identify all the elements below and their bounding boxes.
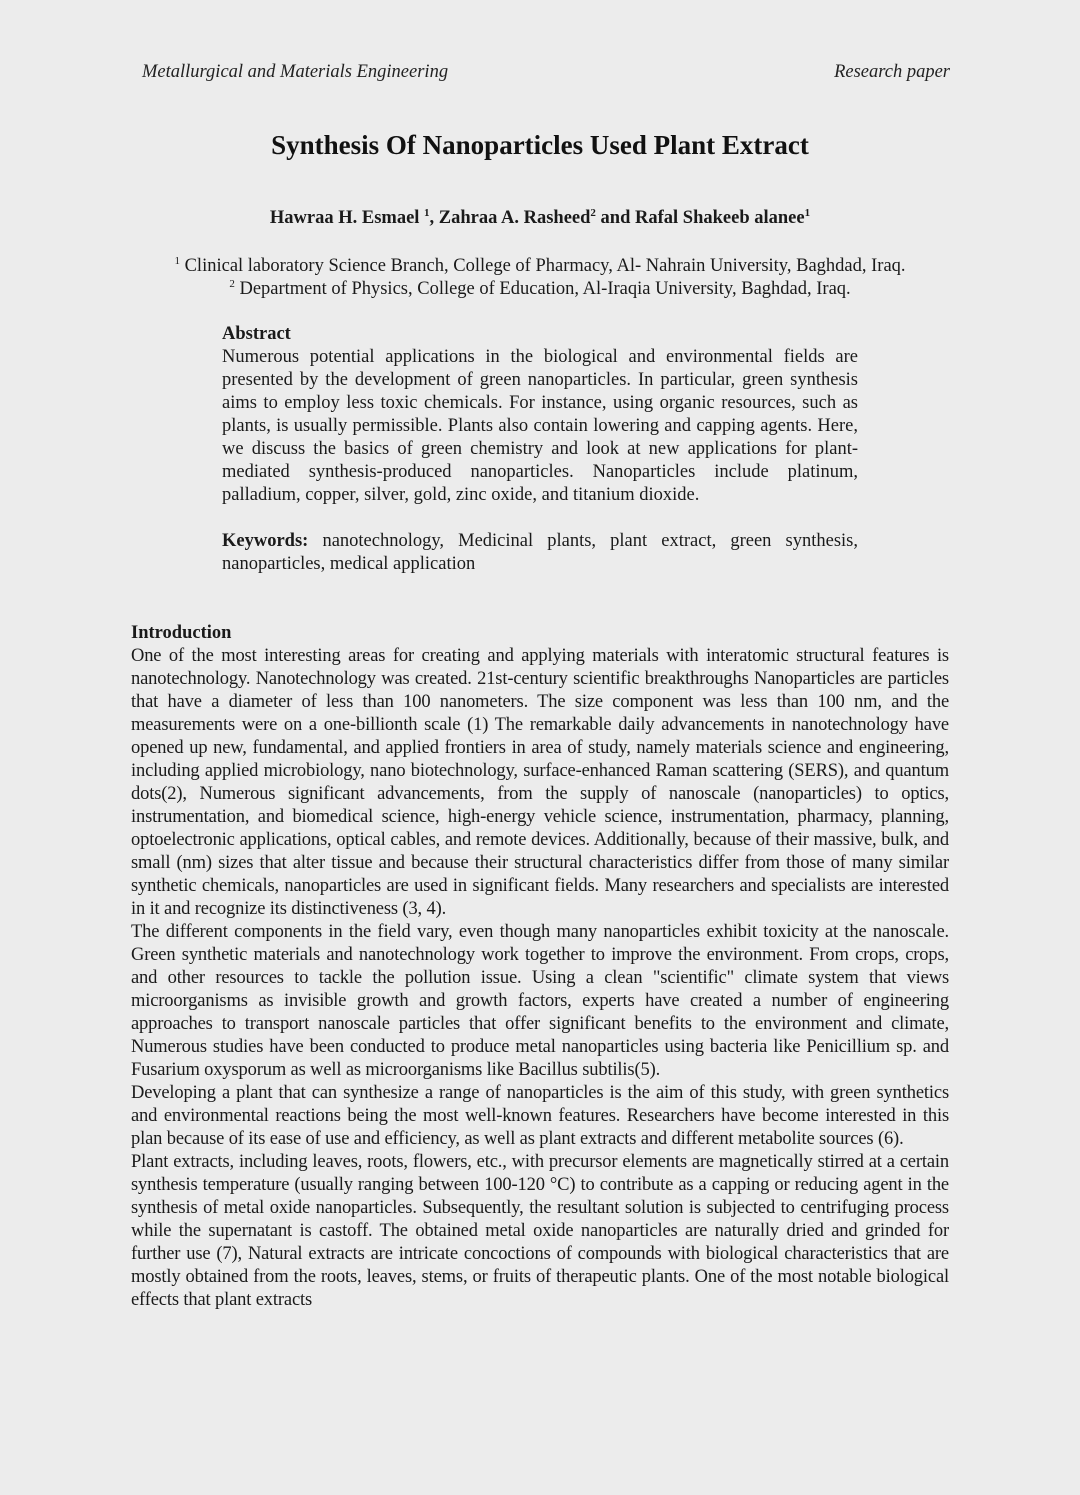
affiliation-marker: 1 — [804, 206, 811, 219]
body-paragraph: The different components in the field vary, even though many nanoparticles exhibit toxicity at the nanoscale. Green synthetic materials and nanotechnology work together to improve the environment. From crops, crops, and other resources to tackle the pollution issue. Using a clean "scientific" climate system that views microorganisms as invisible growth and growth factors, experts have created a number of engineering approaches to transport nanoscale particles that offer significant benefits to the environment and climate, Numerous studies have been conducted to produce metal nanoparticles using bacteria like Penicillium sp. and Fusarium oxysporum as well as microorganisms like Bacillus subtilis(5). — [131, 922, 949, 1080]
author-separator: , — [429, 208, 439, 228]
journal-name: Metallurgical and Materials Engineering — [142, 62, 449, 82]
affiliations — [0, 255, 1080, 301]
author-list — [0, 208, 1080, 229]
body-paragraph: Developing a plant that can synthesize a range of nanoparticles is the aim of this study, with green synthetics and environmental reactions being the most well-known features. Researchers have become interested in this plan because of its ease of use and efficiency, as well as plant extracts and different metabolite sources (6). — [131, 1083, 949, 1149]
author-name: Rafal Shakeeb alanee — [635, 208, 805, 228]
affiliation-text: Clinical laboratory Science Branch, College of Pharmacy, Al- Nahrain University, Baghdad, Iraq. — [179, 256, 906, 276]
paper-type: Research paper — [834, 62, 950, 82]
author-name: Zahraa A. Rasheed — [438, 208, 591, 228]
author-separator: and — [595, 208, 635, 228]
abstract-heading: Abstract — [222, 324, 291, 344]
keywords-label: Keywords: — [222, 531, 309, 551]
keywords — [222, 530, 858, 576]
affiliation-number: 2 — [229, 277, 235, 290]
abstract-section — [222, 323, 858, 576]
affiliation-marker: 1 — [424, 206, 430, 219]
affiliation-number: 1 — [174, 254, 180, 267]
abstract-text: Numerous potential applications in the biological and environmental fields are presented by the development of green nanoparticles. In particular, green synthesis aims to employ less toxic chemicals. For instance, using organic resources, such as plants, is usually permissible. Plants also contain lowering and capping agents. Here, we discuss the basics of green chemistry and look at new applications for plant-mediated synthesis-produced nanoparticles. Nanoparticles include platinum, palladium, copper, silver, gold, zinc oxide, and titanium dioxide. — [222, 347, 858, 505]
running-header — [142, 62, 950, 83]
author-name: Hawraa H. Esmael — [269, 208, 425, 228]
introduction-section — [131, 622, 949, 1312]
paper-title: Synthesis Of Nanoparticles Used Plant Extract — [271, 130, 809, 160]
affiliation-line — [0, 278, 1080, 301]
affiliation-line — [0, 255, 1080, 278]
affiliation-text: Department of Physics, College of Education, Al-Iraqia University, Baghdad, Iraq. — [234, 279, 851, 299]
keywords-list: nanotechnology, Medicinal plants, plant extract, green synthesis, nanoparticles, medical application — [222, 531, 858, 574]
body-paragraph: Plant extracts, including leaves, roots, flowers, etc., with precursor elements are magnetically stirred at a certain synthesis temperature (usually ranging between 100-120 °C) to contribute as a capping or reducing agent in the synthesis of metal oxide nanoparticles. Subsequently, the resultant solution is subjected to centrifuging process while the supernatant is castoff. The obtained metal oxide nanoparticles are naturally dried and grinded for further use (7), Natural extracts are intricate concoctions of compounds with biological characteristics that are mostly obtained from the roots, leaves, stems, or fruits of therapeutic plants. One of the most notable biological effects that plant extracts — [131, 1152, 949, 1310]
body-paragraph: One of the most interesting areas for creating and applying materials with interatomic structural features is nanotechnology. Nanotechnology was created. 21st-century scientific breakthroughs Nanoparticles are particles that have a diameter of less than 100 nanometers. The size component was less than 100 nm, and the measurements were on a one-billionth scale (1) The remarkable daily advancements in nanotechnology have opened up new, fundamental, and applied frontiers in area of study, namely materials science and engineering, including applied microbiology, nano biotechnology, surface-enhanced Raman scattering (SERS), and quantum dots(2), Numerous significant advancements, from the supply of nanoscale (nanoparticles) to optics, instrumentation, and biomedical science, high-energy vehicle science, instrumentation, pharmacy, planning, optoelectronic applications, optical cables, and remote devices. Additionally, because of their massive, bulk, and small (nm) sizes that alter tissue and because their structural characteristics differ from those of many similar synthetic chemicals, nanoparticles are used in significant fields. Many researchers and specialists are interested in it and recognize its distinctiveness (3, 4). — [131, 646, 949, 919]
introduction-heading: Introduction — [131, 623, 232, 643]
affiliation-marker: 2 — [590, 206, 596, 219]
